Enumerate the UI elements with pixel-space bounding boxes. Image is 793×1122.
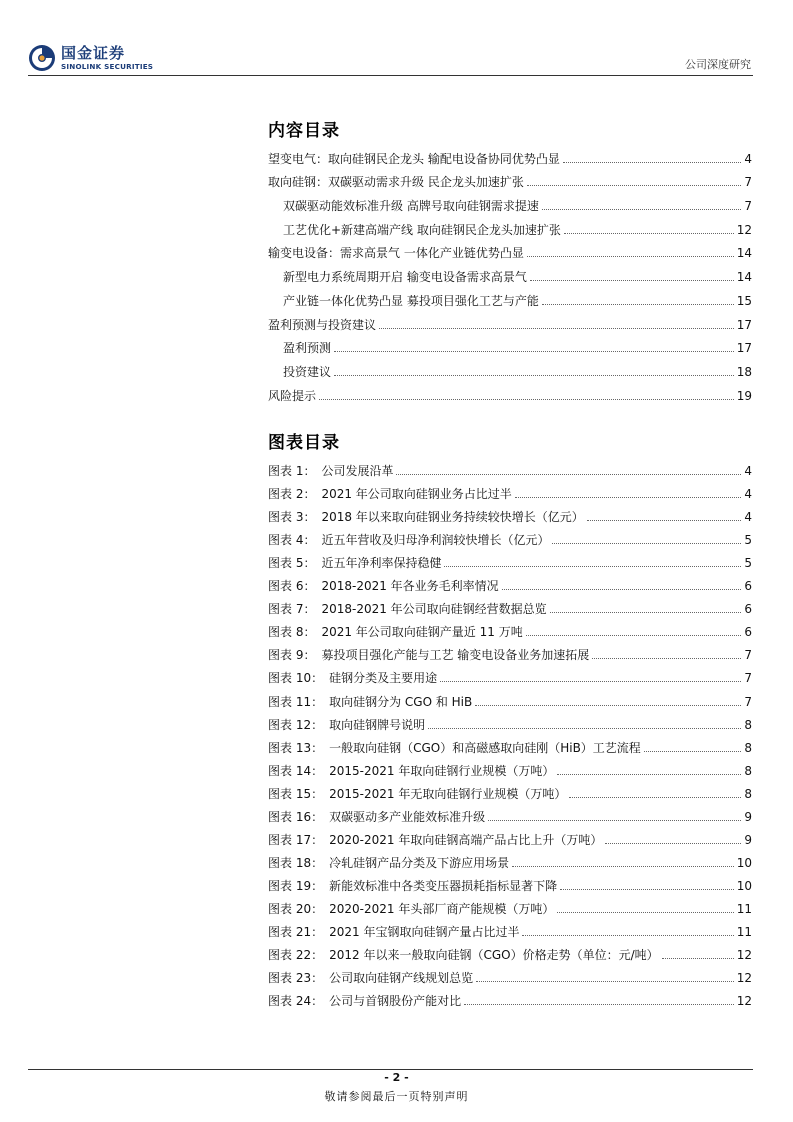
figure-entry-label: 图表 16：: [268, 809, 324, 824]
toc-entry[interactable]: [268, 166, 752, 190]
toc-entry-title: 工艺优化+新建高端产线 取向硅钢民企龙头加速扩张: [283, 222, 561, 237]
document-type: 公司深度研究: [685, 58, 751, 71]
toc-entry[interactable]: [268, 237, 752, 261]
figure-entry-label: 图表 11：: [268, 694, 324, 709]
figure-entry-title: 硅钢分类及主要用途: [329, 671, 438, 686]
figure-entry-page: 9: [744, 832, 752, 847]
figure-entry-page: 10: [736, 878, 752, 893]
figure-entry-label: 图表 23：: [268, 971, 324, 986]
figure-entry-page: 8: [744, 740, 752, 755]
toc-entry[interactable]: [268, 308, 752, 332]
dot-leader: [522, 935, 733, 936]
figure-entry-title: 一般取向硅钢（CGO）和高磁感取向硅刚（HiB）工艺流程: [329, 740, 641, 755]
figure-entry[interactable]: [268, 616, 752, 639]
dot-leader: [542, 209, 742, 210]
dot-leader: [560, 889, 734, 890]
figure-entry-title: 新能效标准中各类变压器损耗指标显著下降: [329, 878, 558, 893]
figure-entry-page: 10: [736, 855, 752, 870]
figure-entry[interactable]: [268, 501, 752, 524]
toc-entry-title: 取向硅钢：双碳驱动需求升级 民企龙头加速扩张: [268, 175, 524, 190]
figure-entry[interactable]: [268, 455, 752, 478]
dot-leader: [515, 497, 742, 498]
figure-entry[interactable]: [268, 755, 752, 778]
figure-entry[interactable]: [268, 847, 752, 870]
figure-entry-page: 4: [744, 487, 752, 502]
figure-entry[interactable]: [268, 639, 752, 662]
dot-leader: [334, 375, 734, 376]
company-logo: [28, 44, 153, 72]
figure-entry-title: 取向硅钢牌号说明: [329, 717, 426, 732]
toc-entry[interactable]: [268, 260, 752, 284]
toc-entry-title: 风险提示: [268, 388, 317, 403]
figure-entry-page: 6: [744, 579, 752, 594]
figure-entry-title: 2012 年以来一般取向硅钢（CGO）价格走势（单位：元/吨）: [329, 948, 659, 963]
figure-entry-label: 图表 18：: [268, 855, 324, 870]
dot-leader: [563, 162, 742, 163]
figure-entry[interactable]: [268, 824, 752, 847]
figure-entry-label: 图表 3：: [268, 510, 316, 525]
figure-entry-label: 图表 1：: [268, 464, 316, 479]
toc-entry-page: 4: [744, 151, 752, 166]
dot-leader: [542, 304, 734, 305]
figure-entry-title: 近五年营收及归母净利润较快增长（亿元）: [321, 533, 550, 548]
figure-entry-page: 7: [744, 648, 752, 663]
figure-entry-label: 图表 9：: [268, 648, 316, 663]
figure-entry-title: 2018-2021 年各业务毛利率情况: [321, 579, 499, 594]
figure-entry-page: 4: [744, 510, 752, 525]
footer-divider: [28, 1069, 753, 1070]
dot-leader: [526, 635, 742, 636]
dot-leader: [552, 543, 741, 544]
figure-entry-label: 图表 4：: [268, 533, 316, 548]
figure-entry-title: 近五年净利率保持稳健: [321, 556, 442, 571]
figure-entry[interactable]: [268, 570, 752, 593]
figure-entry-page: 8: [744, 717, 752, 732]
figure-entry-title: 公司取向硅钢产线规划总览: [329, 971, 474, 986]
dot-leader: [475, 705, 741, 706]
toc-entry[interactable]: [268, 379, 752, 403]
toc-entry-page: 14: [736, 246, 752, 261]
toc-entry[interactable]: [268, 213, 752, 237]
dot-leader: [476, 981, 734, 982]
figure-entry-page: 5: [744, 556, 752, 571]
figure-entry[interactable]: [268, 478, 752, 501]
figure-entry-label: 图表 5：: [268, 556, 316, 571]
dot-leader: [557, 912, 733, 913]
toc-entry[interactable]: [268, 284, 752, 308]
figure-entry[interactable]: [268, 524, 752, 547]
figure-entry-label: 图表 17：: [268, 832, 324, 847]
toc-entry-page: 19: [736, 388, 752, 403]
figure-entry-title: 双碳驱动多产业能效标准升级: [329, 809, 486, 824]
dot-leader: [557, 774, 741, 775]
toc-entry-title: 输变电设备：需求高景气 一体化产业链优势凸显: [268, 246, 524, 261]
dot-leader: [644, 751, 742, 752]
page-header: [0, 0, 793, 78]
toc-entry-page: 14: [736, 270, 752, 285]
dot-leader: [587, 520, 742, 521]
figure-entry-page: 6: [744, 602, 752, 617]
dot-leader: [564, 233, 734, 234]
figure-entry-page: 6: [744, 625, 752, 640]
figure-entry-title: 取向硅钢分为 CGO 和 HiB: [329, 694, 473, 709]
dot-leader: [428, 728, 741, 729]
dot-leader: [379, 328, 734, 329]
toc-entry-page: 15: [736, 293, 752, 308]
figure-entry-title: 冷轧硅钢产品分类及下游应用场景: [329, 855, 510, 870]
dot-leader: [488, 820, 741, 821]
toc-entry-title: 投资建议: [283, 364, 332, 379]
figure-entry[interactable]: [268, 985, 752, 1008]
toc-entry-title: 望变电气：取向硅钢民企龙头 输配电设备协同优势凸显: [268, 151, 560, 166]
figure-entry-title: 公司发展沿革: [321, 464, 394, 479]
figure-entry-label: 图表 6：: [268, 579, 316, 594]
dot-leader: [605, 843, 741, 844]
dot-leader: [464, 1004, 734, 1005]
figure-entry-label: 图表 12：: [268, 717, 324, 732]
figure-entry[interactable]: [268, 939, 752, 962]
figure-entry-label: 图表 14：: [268, 763, 324, 778]
figure-entry-label: 图表 21：: [268, 924, 324, 939]
figure-entry-label: 图表 2：: [268, 487, 316, 502]
figure-entry[interactable]: [268, 709, 752, 732]
toc-title: 内容目录: [268, 121, 340, 141]
dot-leader: [444, 566, 741, 567]
dot-leader: [334, 351, 734, 352]
figure-entry-title: 募投项目强化产能与工艺 输变电设备业务加速拓展: [321, 648, 590, 663]
figure-entry-title: 2021 年宝钢取向硅钢产量占比过半: [329, 924, 520, 939]
page-number: - 2 -: [384, 1071, 409, 1084]
figure-entry-label: 图表 13：: [268, 740, 324, 755]
figure-entry-title: 2018 年以来取向硅钢业务持续较快增长（亿元）: [321, 510, 584, 525]
figure-entry[interactable]: [268, 547, 752, 570]
figure-entry[interactable]: [268, 870, 752, 893]
toc-entry[interactable]: [268, 189, 752, 213]
toc-entry-page: 12: [736, 222, 752, 237]
figure-entry-page: 12: [736, 994, 752, 1009]
dot-leader: [502, 589, 742, 590]
figure-entry-page: 12: [736, 948, 752, 963]
figure-entry-label: 图表 19：: [268, 878, 324, 893]
toc-entry-page: 7: [744, 199, 752, 214]
figure-entry-title: 2020-2021 年取向硅钢高端产品占比上升（万吨）: [329, 832, 603, 847]
table-of-contents: [268, 142, 752, 403]
figure-entry-label: 图表 22：: [268, 948, 324, 963]
figure-entry-page: 8: [744, 763, 752, 778]
figure-entry-label: 图表 7：: [268, 602, 316, 617]
figure-entry-label: 图表 20：: [268, 901, 324, 916]
dot-leader: [512, 866, 734, 867]
toc-entry-title: 产业链一体化优势凸显 募投项目强化工艺与产能: [283, 293, 539, 308]
figure-entry-page: 4: [744, 464, 752, 479]
figure-entry-page: 8: [744, 786, 752, 801]
header-divider: [28, 75, 753, 76]
figure-entry[interactable]: [268, 778, 752, 801]
dot-leader: [396, 474, 741, 475]
toc-entry-page: 17: [736, 317, 752, 332]
toc-entry-page: 17: [736, 341, 752, 356]
figure-entry-label: 图表 10：: [268, 671, 324, 686]
figure-entry-label: 图表 8：: [268, 625, 316, 640]
toc-entry[interactable]: [268, 142, 752, 166]
figure-entry-page: 5: [744, 533, 752, 548]
footer-disclaimer: 敬请参阅最后一页特别声明: [324, 1090, 469, 1103]
figure-entry-title: 公司与首钢股份产能对比: [329, 994, 462, 1009]
figure-entry-page: 11: [736, 924, 752, 939]
brand-name-cn: 国金证券: [61, 44, 126, 62]
figure-entry-page: 9: [744, 809, 752, 824]
dot-leader: [592, 658, 741, 659]
figure-entry[interactable]: [268, 893, 752, 916]
toc-entry-page: 18: [736, 364, 752, 379]
figure-entry-title: 2021 年公司取向硅钢产量近 11 万吨: [321, 625, 523, 640]
figure-entry-label: 图表 15：: [268, 786, 324, 801]
figure-entry[interactable]: [268, 732, 752, 755]
dot-leader: [550, 612, 742, 613]
figure-entry[interactable]: [268, 962, 752, 985]
toc-entry[interactable]: [268, 355, 752, 379]
figure-entry[interactable]: [268, 685, 752, 708]
toc-entry[interactable]: [268, 332, 752, 356]
figure-entry-title: 2018-2021 年公司取向硅钢经营数据总览: [321, 602, 547, 617]
dot-leader: [527, 256, 734, 257]
figure-entry-title: 2015-2021 年无取向硅钢行业规模（万吨）: [329, 786, 567, 801]
toc-entry-title: 盈利预测: [283, 341, 332, 356]
dot-leader: [662, 958, 734, 959]
figures-title: 图表目录: [268, 433, 340, 453]
figure-entry-title: 2020-2021 年头部厂商产能规模（万吨）: [329, 901, 555, 916]
figure-entry-page: 12: [736, 971, 752, 986]
figure-entry[interactable]: [268, 662, 752, 685]
dot-leader: [530, 280, 734, 281]
dot-leader: [569, 797, 741, 798]
brand-name-en: SINOLINK SECURITIES: [61, 62, 154, 71]
dot-leader: [440, 681, 741, 682]
figure-entry-title: 2015-2021 年取向硅钢行业规模（万吨）: [329, 763, 555, 778]
figure-entry[interactable]: [268, 801, 752, 824]
figure-entry-page: 7: [744, 694, 752, 709]
figure-entry[interactable]: [268, 593, 752, 616]
sinolink-logo-icon: [28, 44, 56, 72]
list-of-figures: [268, 455, 752, 1008]
figure-entry-title: 2021 年公司取向硅钢业务占比过半: [321, 487, 512, 502]
figure-entry-page: 11: [736, 901, 752, 916]
toc-entry-page: 7: [744, 175, 752, 190]
toc-entry-title: 双碳驱动能效标准升级 高牌号取向硅钢需求提速: [283, 199, 539, 214]
figure-entry-label: 图表 24：: [268, 994, 324, 1009]
dot-leader: [319, 399, 734, 400]
figure-entry[interactable]: [268, 916, 752, 939]
figure-entry-page: 7: [744, 671, 752, 686]
dot-leader: [527, 185, 742, 186]
toc-entry-title: 盈利预测与投资建议: [268, 317, 377, 332]
toc-entry-title: 新型电力系统周期开启 输变电设备需求高景气: [283, 270, 527, 285]
